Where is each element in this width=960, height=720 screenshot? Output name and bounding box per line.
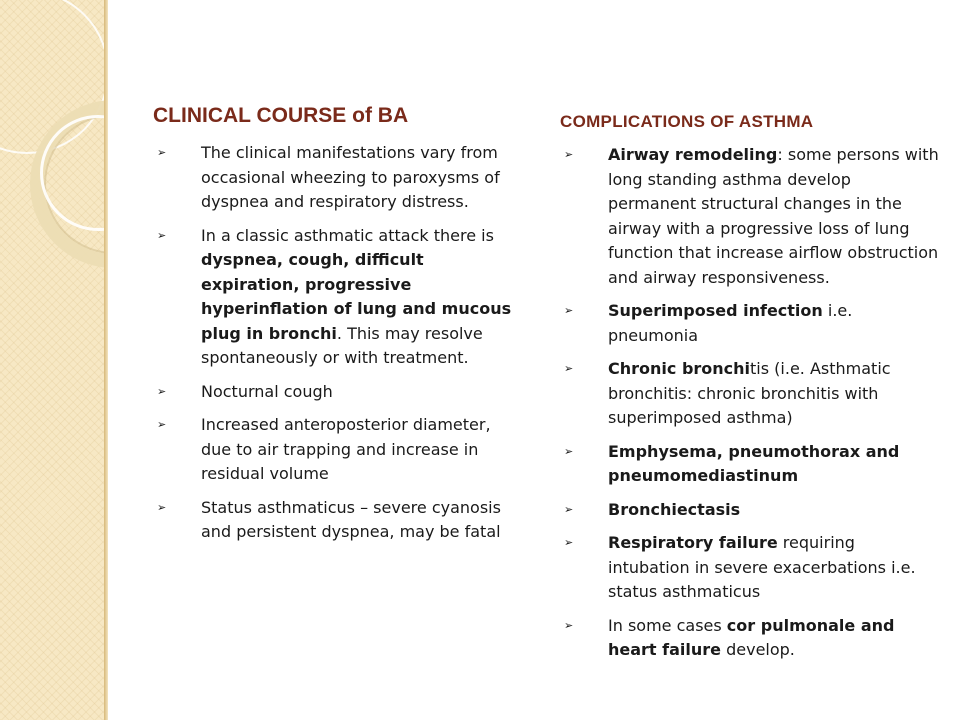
clinical-course-list — [153, 141, 513, 545]
item-text: develop. — [721, 640, 795, 659]
bullet-item — [153, 224, 513, 371]
arrow-bullet-icon: ➢ — [157, 384, 167, 398]
bullet-item — [560, 440, 940, 489]
arrow-bullet-icon: ➢ — [564, 148, 574, 161]
item-text: The clinical manifestations vary from occasional wheezing to paroxysms of dyspnea and respiratory distress. — [201, 143, 500, 211]
arrow-bullet-icon: ➢ — [564, 362, 574, 375]
item-text: i.e. pneumonia — [608, 301, 853, 345]
arrow-bullet-icon: ➢ — [564, 502, 574, 516]
bold-text: Respiratory failure — [608, 533, 778, 552]
item-text: Increased anteroposterior diameter, due to air trapping and increase in residual volume — [201, 415, 491, 483]
item-text: Status asthmaticus – severe cyanosis and persistent dyspnea, may be fatal — [201, 497, 501, 541]
complications-heading: COMPLICATIONS OF ASTHMA — [560, 112, 814, 131]
complications-column — [560, 112, 940, 672]
bullet-item — [153, 496, 513, 545]
bullet-item — [153, 413, 513, 487]
item-text: . This may resolve spontaneously or with treatment. — [201, 323, 483, 367]
bullet-item — [560, 498, 940, 523]
arrow-bullet-icon: ➢ — [157, 146, 167, 159]
bold-text: Bronchiectasis — [608, 499, 741, 519]
bold-text: Emphysema, pneumothorax and pneumomediastinum — [608, 441, 900, 485]
bullet-item — [560, 299, 940, 348]
sidebar-edge — [104, 0, 108, 720]
bullet-item — [560, 614, 940, 663]
arrow-bullet-icon: ➢ — [564, 304, 574, 317]
clinical-course-column — [153, 104, 513, 554]
item-text: tis (i.e. Asthmatic bronchitis: chronic bronchitis with superimposed asthma) — [608, 359, 891, 427]
bullet-item — [560, 143, 940, 290]
item-text: In some cases — [608, 615, 727, 635]
arrow-bullet-icon: ➢ — [157, 500, 167, 514]
bold-text: cor pulmonale and heart failure — [608, 615, 895, 659]
bold-text: Airway remodeling — [608, 145, 778, 164]
bullet-item — [153, 141, 513, 215]
clinical-course-heading: CLINICAL COURSE of BA — [153, 104, 409, 127]
bold-text: dyspnea, cough, difficult expiration, progressive hyperinflation of lung and mucous plug in bronchi — [201, 250, 512, 343]
item-text: In a classic asthmatic attack there is — [201, 225, 494, 245]
decorative-sidebar — [0, 0, 104, 720]
arrow-bullet-icon: ➢ — [157, 418, 167, 431]
arrow-bullet-icon: ➢ — [564, 444, 574, 458]
item-text: : some persons with long standing asthma develop permanent structural changes in the airway with a progressive loss of lung function that increase airflow obstruction and airway responsiveness. — [608, 145, 939, 287]
bullet-item — [560, 357, 940, 431]
arrow-bullet-icon: ➢ — [564, 618, 574, 632]
arrow-bullet-icon: ➢ — [564, 536, 574, 549]
bold-text: Superimposed infection — [608, 301, 823, 320]
complications-list — [560, 143, 940, 663]
bullet-item — [560, 531, 940, 605]
bold-text: Chronic bronchi — [608, 359, 751, 378]
arrow-bullet-icon: ➢ — [157, 228, 167, 242]
item-text: Nocturnal cough — [201, 381, 333, 401]
bullet-item — [153, 380, 513, 405]
item-text: requiring intubation in severe exacerbations i.e. status asthmaticus — [608, 533, 916, 601]
